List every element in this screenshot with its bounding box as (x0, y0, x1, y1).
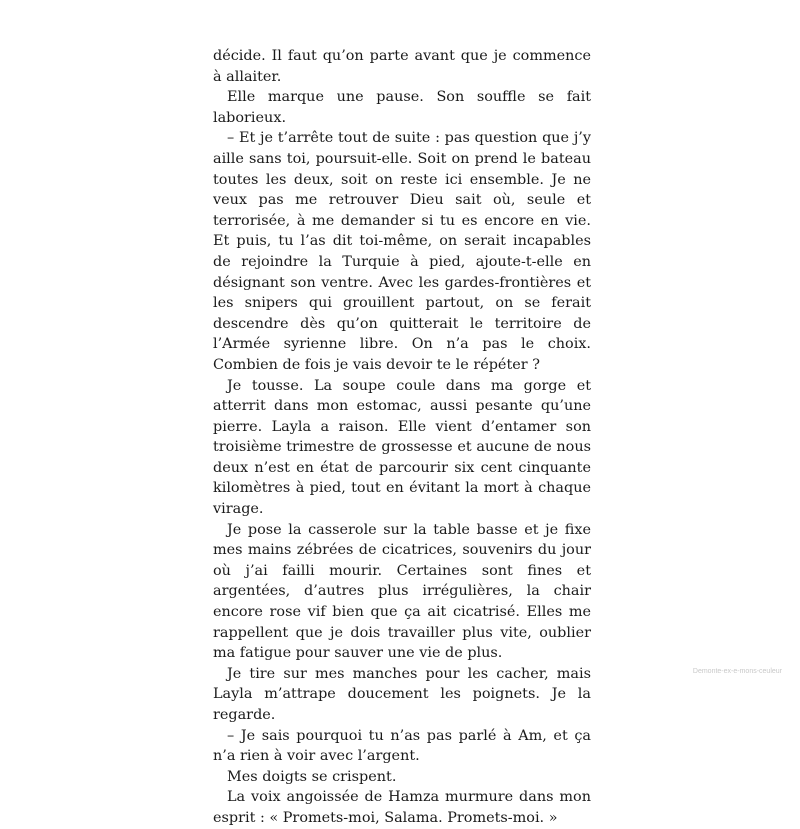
watermark: Demonte-ex-e-mons-ceuleur (692, 668, 782, 675)
paragraph: décide. Il faut qu’on parte avant que je commence à allaiter. (213, 48, 591, 85)
paragraph: Elle marque une pause. Son souffle se fait laborieux. (213, 89, 591, 126)
paragraph: Mes doigts se crispent. (227, 768, 397, 785)
book-page-text (213, 46, 591, 829)
paragraph: Je tire sur mes manches pour les cacher, mais Layla m’attrape doucement les poignets. Je la regarde. (213, 665, 591, 723)
paragraph: La voix angoissée de Hamza murmure dans mon esprit : « Promets-moi, Salama. Promets-moi. » (213, 789, 591, 826)
paragraph: – Je sais pourquoi tu n’as pas parlé à Am, et ça n’a rien à voir avec l’argent. (213, 727, 591, 765)
paragraph: Je tousse. La soupe coule dans ma gorge et atterrit dans mon estomac, aussi pesante qu’une pierre. Layla a raison. Elle vient d’entamer son troisième trimestre de grossesse et aucune de nous deux n’est en état de parcourir six cent cinquante kilomètres à pied, tout en évitant la mort à chaque virage. (213, 377, 591, 518)
paragraph: Je pose la casserole sur la table basse et je fixe mes mains zébrées de cicatrices, souvenirs du jour où j’ai failli mourir. Certaines sont fines et argentées, d’autres plus irrégulières, la chair encore rose vif bien que ça ait cicatrisé. Elles me rappellent que je dois travailler plus vite, oublier ma fatigue pour sauver une vie de plus. (213, 521, 591, 662)
paragraph: – Et je t’arrête tout de suite : pas question que j’y aille sans toi, poursuit-elle. Soit on prend le bateau toutes les deux, soit on reste ici ensemble. Je ne veux pas me retrouver Dieu sait où, seule et terrorisée, à me demander si tu es encore en vie. Et puis, tu l’as dit toi-même, on serait incapables de rejoindre la Turquie à pied, ajoute-t-elle en désignant son ventre. Avec les gardes-frontières et les snipers qui grouillent partout, on se ferait descendre dès qu’on quitterait le territoire de l’Armée syrienne libre. On n’a pas le choix. Combien de fois je vais devoir te le répéter ? (213, 130, 591, 373)
